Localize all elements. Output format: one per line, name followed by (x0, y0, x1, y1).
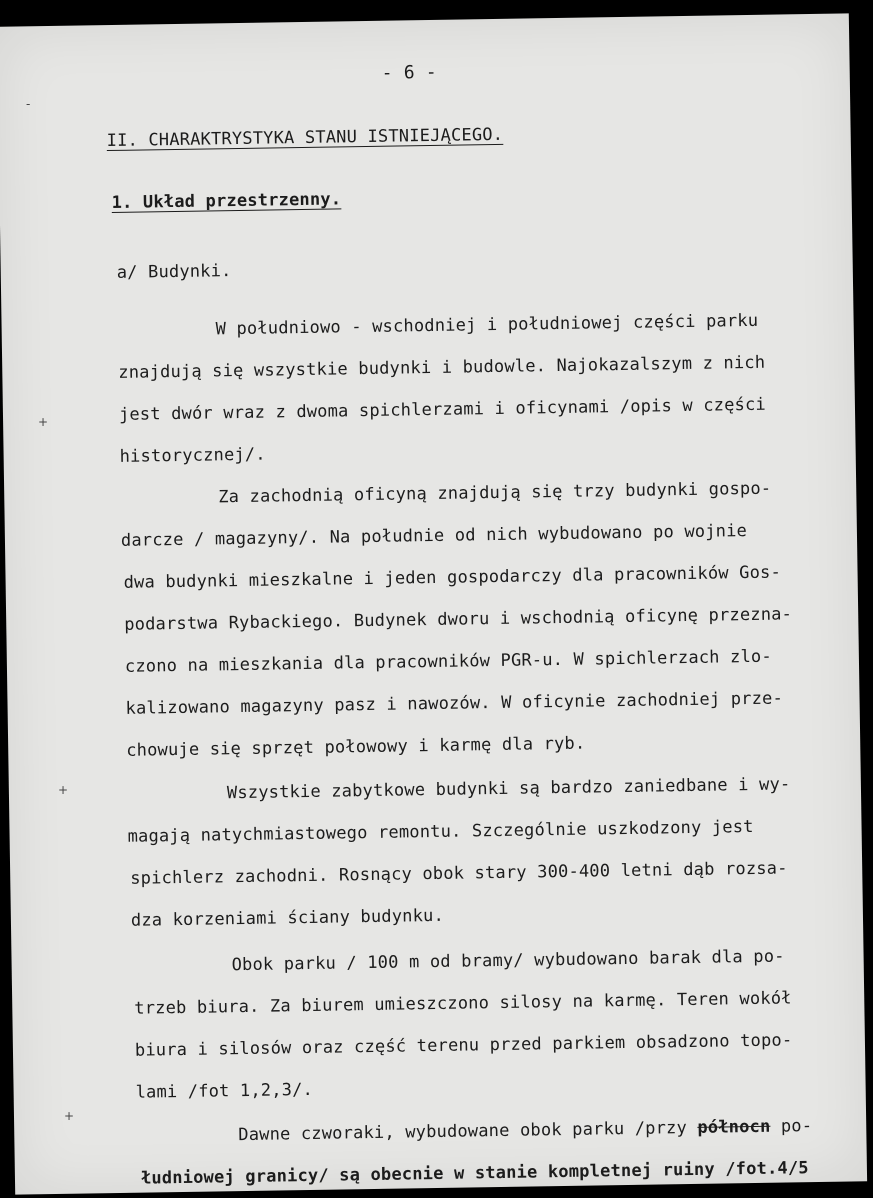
text-line-20-tail: po- (770, 1116, 813, 1137)
text-line: lami /fot 1,2,3/. (135, 1079, 314, 1103)
text-line: czono na mieszkania dla pracowników PGR-u. W spichlerzach zlo- (124, 646, 772, 677)
punch-mark: + (38, 415, 49, 429)
text-line: Obok parku / 100 m od bramy/ wybudowano barak dla po- (231, 946, 785, 976)
text-line-20 (238, 1116, 812, 1145)
punch-mark: + (64, 1109, 75, 1123)
subsection-title: 1. Układ przestrzenny. (111, 189, 342, 213)
text-line: spichlerz zachodni. Rosnący obok stary 300-400 letni dąb rozsa- (130, 858, 788, 889)
text-line: chowuje się sprzęt połowowy i karmę dla ryb. (126, 733, 586, 761)
text-line: kalizowano magazyny pasz i nawozów. W oficynie zachodniej prze- (125, 688, 784, 719)
text-line: dwa budynki mieszkalne i jeden gospodarczy dla pracowników Gos- (123, 562, 782, 593)
text-line: podarstwa Rybackiego. Budynek dworu i wschodnią oficynę przezna- (124, 604, 793, 635)
text-line-21: łudniowej granicy/ są obecnie w stanie kompletnej ruiny /fot.4/5 (140, 1158, 809, 1189)
text-line: jest dwór wraz z dwoma spichlerzami i oficynami /opis w części (118, 394, 767, 425)
punch-mark: + (58, 783, 69, 797)
text-line: biura i silosów oraz część terenu przed parkiem obsadzono topo- (134, 1030, 793, 1061)
text-line: magają natychmiastowego remontu. Szczególnie uszkodzony jest (127, 816, 754, 847)
text-line: znajdują się wszystkie budynki i budowle. Najokazalszym z nich (118, 352, 766, 383)
text-line: W południowo - wschodniej i południowej części parku (215, 310, 759, 340)
text-line-20-head: Dawne czworaki, wybudowane obok parku /przy (238, 1118, 688, 1146)
subsection-a-heading: a/ Budynki. (116, 261, 232, 283)
paper-sheet (0, 13, 867, 1194)
section-title: II. CHARAKTRYSTYKA STANU ISTNIEJĄCEGO. (106, 124, 504, 152)
text-line: dza korzeniami ściany budynku. (130, 905, 445, 931)
text-line: darcze / magazyny/. Na południe od nich wybudowano po wojnie (120, 521, 748, 551)
text-line: trzeb biura. Za biurem umieszczono silosy na karmę. Teren wokół (134, 988, 792, 1019)
text-line: historycznej/. (119, 444, 266, 467)
text-line: Za zachodnią oficyną znajdują się trzy budynki gospo- (218, 478, 772, 508)
page-number: - 6 - (381, 61, 438, 84)
struck-word: północn (697, 1116, 771, 1138)
text-line: Wszystkie zabytkowe budynki są bardzo zaniedbane i wy- (226, 774, 791, 804)
typed-text (0, 13, 867, 1194)
punch-mark: - (26, 97, 31, 111)
